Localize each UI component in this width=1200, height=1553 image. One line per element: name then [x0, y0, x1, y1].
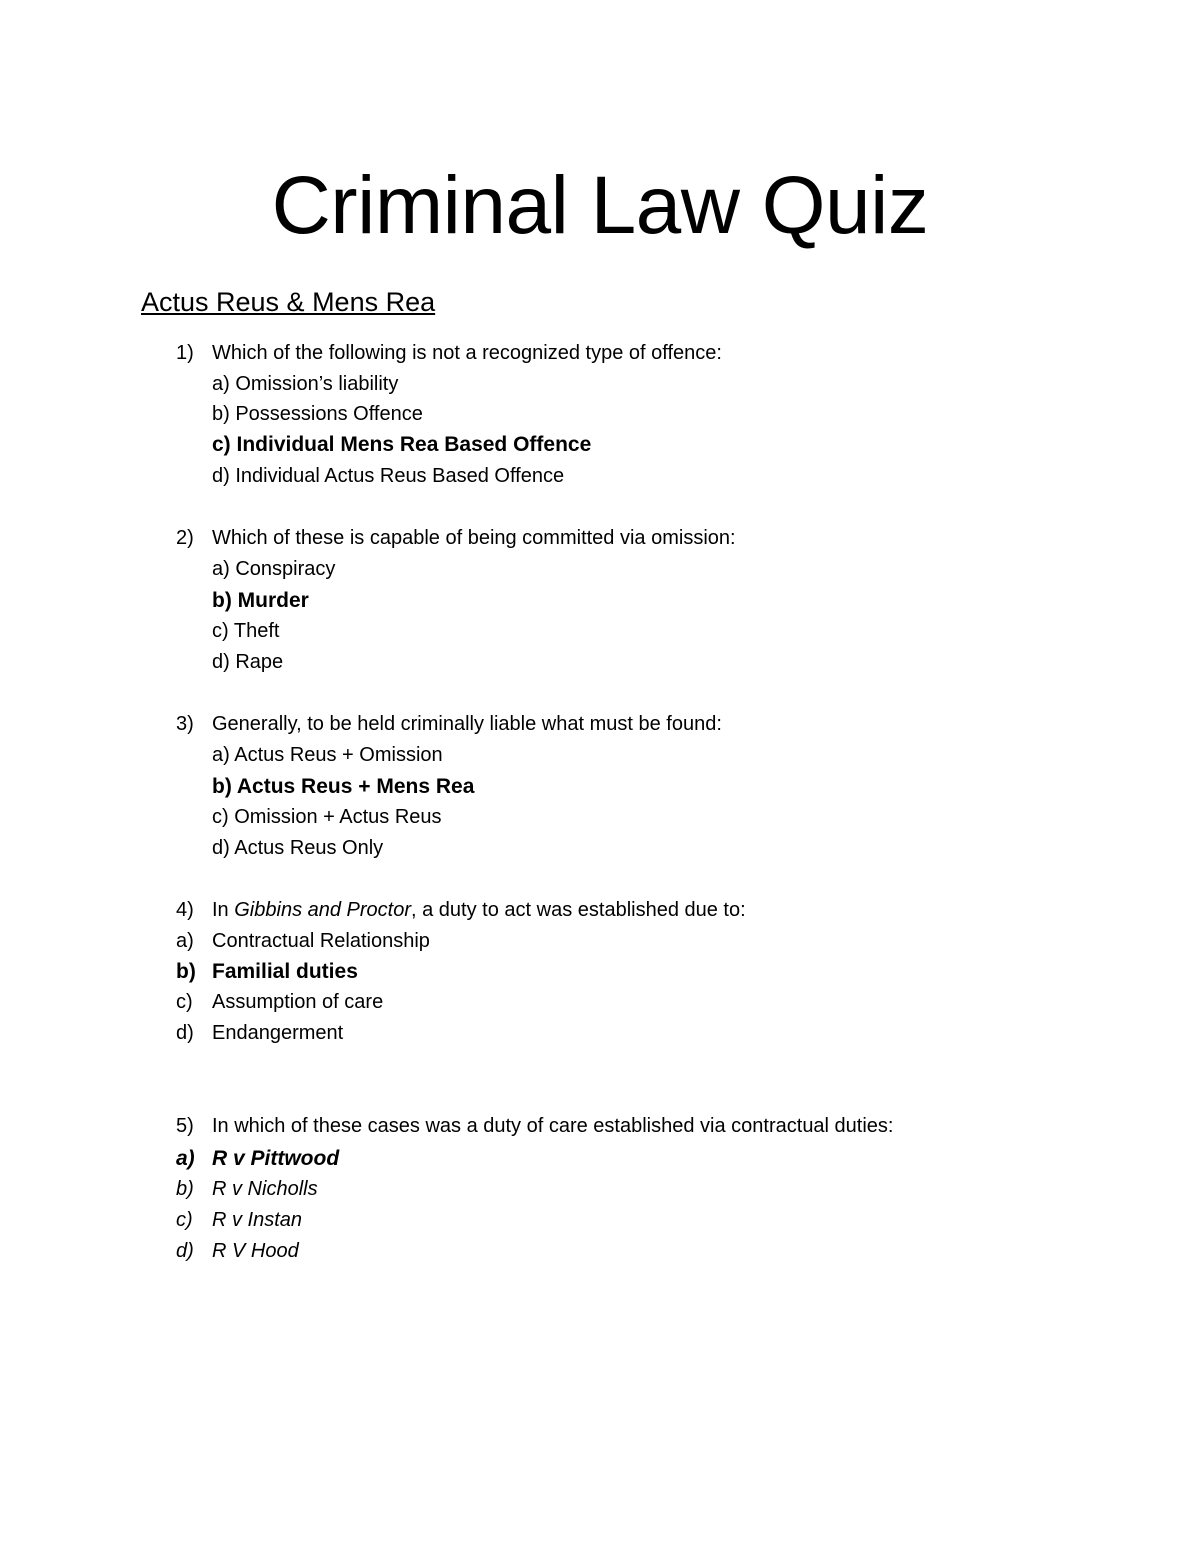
case-name: Gibbins and Proctor — [234, 899, 412, 921]
option-d-label: d) — [176, 1240, 194, 1262]
option-a: a) Actus Reus + Omission — [212, 744, 443, 766]
question-number: 5) — [176, 1115, 194, 1137]
question-number: 4) — [176, 899, 194, 921]
option-a: a) Omission’s liability — [212, 373, 399, 395]
question-text: Generally, to be held criminally liable what must be found: — [212, 713, 722, 735]
option-a: Contractual Relationship — [212, 930, 430, 952]
question-text-suffix: , a duty to act was established due to: — [411, 899, 746, 921]
page-title: Criminal Law Quiz — [271, 160, 929, 251]
option-a: a) Conspiracy — [212, 558, 336, 580]
question-text: In which of these cases was a duty of care established via contractual duties: — [212, 1115, 894, 1137]
option-b-answer: b) Actus Reus + Mens Rea — [212, 775, 475, 798]
option-c: c) Omission + Actus Reus — [212, 806, 442, 828]
option-c: c) Theft — [212, 620, 280, 642]
option-c-label: c) — [176, 1209, 193, 1231]
option-c: R v Instan — [212, 1209, 303, 1231]
option-d: d) Individual Actus Reus Based Offence — [212, 465, 565, 487]
option-d: Endangerment — [212, 1022, 344, 1044]
option-d: d) Actus Reus Only — [212, 837, 384, 859]
option-b-answer: b) Murder — [212, 589, 309, 612]
question-number: 1) — [176, 342, 194, 364]
option-a-answer: R v Pittwood — [212, 1147, 340, 1170]
question-number: 3) — [176, 713, 194, 735]
option-d-label: d) — [176, 1022, 194, 1044]
option-c-label: c) — [176, 991, 193, 1013]
option-a-label: a) — [176, 930, 194, 952]
option-b-answer: Familial duties — [212, 960, 358, 983]
question-text: Which of these is capable of being committed via omission: — [212, 527, 736, 549]
option-b-label: b) — [176, 960, 196, 983]
question-text-prefix: In — [212, 899, 235, 921]
question-text — [212, 895, 746, 926]
question-text: Which of the following is not a recognized type of offence: — [212, 342, 722, 364]
option-c: Assumption of care — [212, 991, 384, 1013]
question-number: 2) — [176, 527, 194, 549]
option-b: b) Possessions Offence — [212, 403, 423, 425]
option-b-label: b) — [176, 1178, 194, 1200]
option-b: R v Nicholls — [212, 1178, 318, 1200]
option-d: R V Hood — [212, 1240, 299, 1262]
option-d: d) Rape — [212, 651, 284, 673]
option-c-answer: c) Individual Mens Rea Based Offence — [212, 433, 592, 456]
option-a-label: a) — [176, 1147, 195, 1170]
section-heading: Actus Reus & Mens Rea — [141, 287, 436, 317]
